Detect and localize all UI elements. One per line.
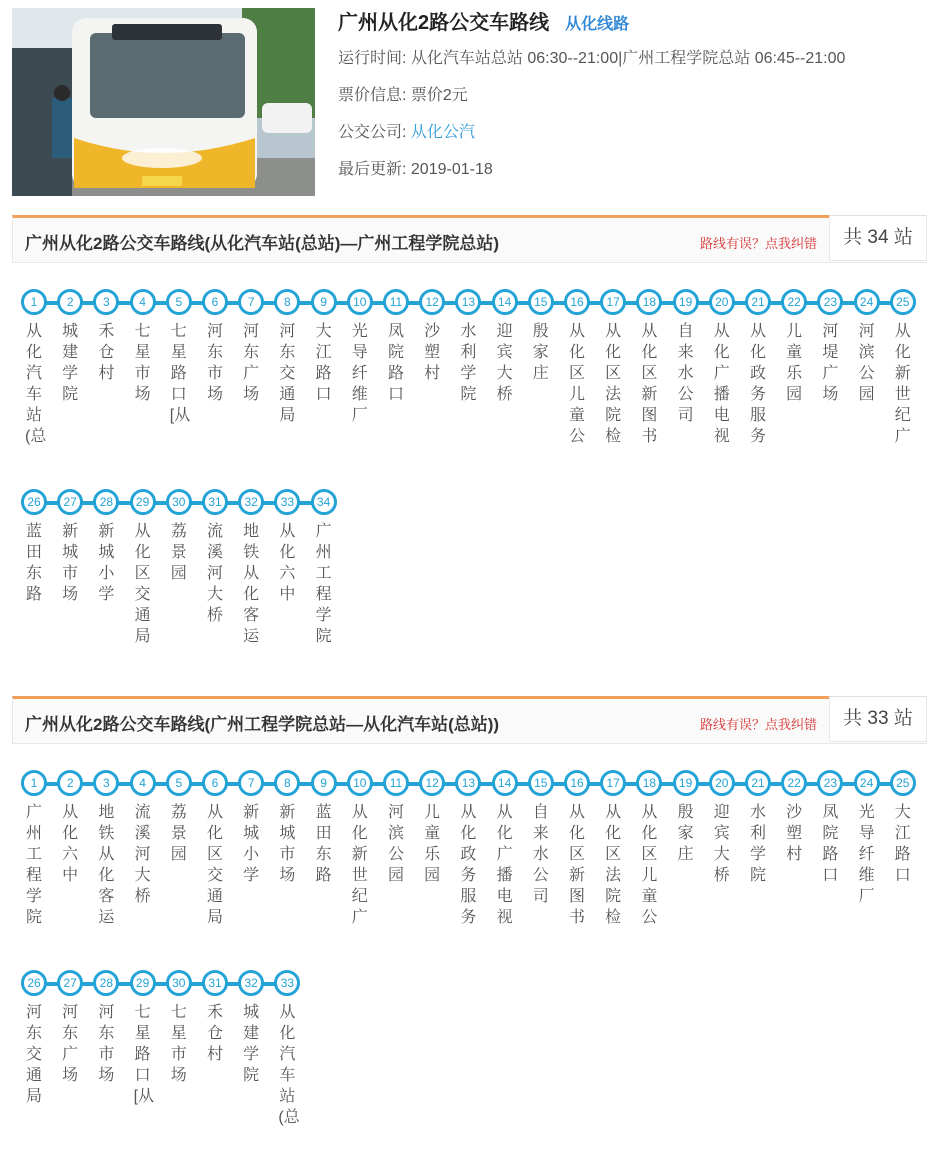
stop-number: 27 bbox=[57, 489, 83, 515]
stop-number: 7 bbox=[238, 770, 264, 796]
stop-item[interactable] bbox=[342, 770, 378, 928]
stop-item[interactable] bbox=[161, 970, 197, 1086]
stop-number: 1 bbox=[21, 289, 47, 315]
stop-number: 5 bbox=[166, 289, 192, 315]
stop-number: 3 bbox=[93, 770, 119, 796]
stop-name: 自来水公司 bbox=[677, 323, 694, 424]
stop-item[interactable] bbox=[233, 970, 269, 1086]
stop-name: 光导纤维厂 bbox=[858, 804, 875, 905]
stop-number: 10 bbox=[347, 289, 373, 315]
stop-name: 七星路口[从 bbox=[169, 323, 191, 424]
stop-number: 11 bbox=[383, 289, 409, 315]
stop-name: 从化区法院检 bbox=[605, 323, 622, 445]
stop-number: 25 bbox=[890, 770, 916, 796]
stop-item[interactable] bbox=[269, 489, 305, 605]
stop-name: 河东交通局 bbox=[279, 323, 296, 424]
stop-name: 从化政务服务 bbox=[460, 804, 477, 926]
updated-label: 最后更新: bbox=[338, 161, 407, 178]
stop-item[interactable] bbox=[523, 289, 559, 384]
stop-name: 从化广播电视 bbox=[713, 323, 730, 445]
stop-number: 18 bbox=[636, 289, 662, 315]
stop-number: 9 bbox=[311, 289, 337, 315]
stop-row bbox=[12, 289, 927, 489]
stop-item[interactable] bbox=[88, 970, 124, 1086]
stop-name: 凤院路口 bbox=[822, 804, 839, 884]
stop-number: 19 bbox=[673, 770, 699, 796]
stop-list bbox=[12, 289, 927, 689]
stop-name: 沙塑村 bbox=[786, 804, 803, 863]
stop-item[interactable] bbox=[559, 289, 595, 447]
stop-item[interactable] bbox=[523, 770, 559, 907]
stop-number: 32 bbox=[238, 970, 264, 996]
stop-item[interactable] bbox=[125, 489, 161, 647]
stop-name: 从化区新图书 bbox=[641, 323, 658, 445]
stop-number: 21 bbox=[745, 770, 771, 796]
route-header bbox=[12, 696, 927, 744]
stop-number: 13 bbox=[455, 289, 481, 315]
stop-number: 8 bbox=[274, 770, 300, 796]
stop-name: 儿童乐园 bbox=[786, 323, 803, 403]
stop-name: 从化汽车站(总 bbox=[278, 1004, 300, 1126]
stop-item[interactable] bbox=[16, 289, 52, 447]
company-link[interactable]: 从化公汽 bbox=[410, 124, 475, 141]
stop-number: 8 bbox=[274, 289, 300, 315]
stop-name: 自来水公司 bbox=[532, 804, 549, 905]
stop-item[interactable] bbox=[197, 489, 233, 626]
stop-item[interactable] bbox=[52, 970, 88, 1086]
stop-number: 25 bbox=[890, 289, 916, 315]
stop-name: 荔景园 bbox=[170, 804, 187, 863]
stop-number: 12 bbox=[419, 770, 445, 796]
stop-item[interactable] bbox=[776, 770, 812, 865]
stop-item[interactable] bbox=[52, 489, 88, 605]
stop-number: 15 bbox=[528, 289, 554, 315]
city-lines-link[interactable]: 从化线路 bbox=[565, 16, 630, 33]
stop-number: 27 bbox=[57, 970, 83, 996]
stop-item[interactable] bbox=[450, 289, 486, 405]
stop-number: 24 bbox=[854, 289, 880, 315]
stop-name: 禾仓村 bbox=[98, 323, 115, 382]
stop-item[interactable] bbox=[487, 289, 523, 405]
stop-item[interactable] bbox=[197, 289, 233, 405]
stop-number: 32 bbox=[238, 489, 264, 515]
stop-name: 七星路口[从 bbox=[133, 1004, 155, 1105]
route-title: 广州从化2路公交车路线(广州工程学院总站—从化汽车站(总站)) bbox=[25, 715, 500, 734]
stop-item[interactable] bbox=[595, 770, 631, 928]
stop-item[interactable] bbox=[631, 770, 667, 928]
updated-row bbox=[338, 151, 938, 188]
stop-item[interactable] bbox=[849, 770, 885, 907]
stop-item[interactable] bbox=[378, 289, 414, 405]
stop-item[interactable] bbox=[306, 770, 342, 886]
stop-item[interactable] bbox=[269, 770, 305, 886]
route-outbound bbox=[12, 215, 927, 689]
stop-name: 从化新世纪广 bbox=[894, 323, 911, 445]
stop-number: 22 bbox=[781, 289, 807, 315]
stop-count: 共 34 站 bbox=[829, 215, 927, 261]
stop-item[interactable] bbox=[487, 770, 523, 928]
stop-number: 31 bbox=[202, 489, 228, 515]
stop-number: 29 bbox=[130, 970, 156, 996]
stop-item[interactable] bbox=[740, 289, 776, 447]
stop-number: 5 bbox=[166, 770, 192, 796]
fare-value: 票价2元 bbox=[410, 87, 468, 104]
stop-item[interactable] bbox=[197, 970, 233, 1065]
route-return bbox=[12, 696, 927, 1170]
stop-item[interactable] bbox=[233, 489, 269, 647]
stop-item[interactable] bbox=[378, 770, 414, 886]
stop-item[interactable] bbox=[16, 970, 52, 1107]
stop-row bbox=[12, 489, 927, 689]
stop-name: 禾仓村 bbox=[206, 1004, 223, 1063]
stop-name: 蓝田东路 bbox=[315, 804, 332, 884]
stop-number: 2 bbox=[57, 289, 83, 315]
stop-number: 14 bbox=[492, 770, 518, 796]
stop-number: 20 bbox=[709, 770, 735, 796]
stop-name: 殷家庄 bbox=[677, 804, 694, 863]
route-title: 广州从化2路公交车路线(从化汽车站(总站)—广州工程学院总站) bbox=[25, 234, 500, 253]
stop-name: 新城市场 bbox=[62, 523, 79, 603]
stop-name: 水利学院 bbox=[749, 804, 766, 884]
stop-item[interactable] bbox=[668, 289, 704, 426]
stop-item[interactable] bbox=[16, 770, 52, 928]
stop-name: 城建学院 bbox=[62, 323, 79, 403]
updated-value: 2019-01-18 bbox=[410, 161, 493, 178]
stop-number: 29 bbox=[130, 489, 156, 515]
stop-name: 河滨公园 bbox=[387, 804, 404, 884]
stop-name: 从化政务服务 bbox=[749, 323, 766, 445]
stop-number: 6 bbox=[202, 289, 228, 315]
stop-item[interactable] bbox=[161, 289, 197, 426]
company-label: 公交公司: bbox=[338, 124, 407, 141]
stop-name: 新城小学 bbox=[98, 523, 115, 603]
stop-number: 2 bbox=[57, 770, 83, 796]
stop-item[interactable] bbox=[450, 770, 486, 928]
stop-number: 16 bbox=[564, 770, 590, 796]
stop-item[interactable] bbox=[704, 289, 740, 447]
stop-name: 儿童乐园 bbox=[424, 804, 441, 884]
stop-number: 21 bbox=[745, 289, 771, 315]
stop-name: 河东广场 bbox=[62, 1004, 79, 1084]
stop-item[interactable] bbox=[704, 770, 740, 886]
stop-name: 流溪河大桥 bbox=[134, 804, 151, 905]
stop-name: 河滨公园 bbox=[858, 323, 875, 403]
company-row bbox=[338, 114, 938, 151]
stop-name: 水利学院 bbox=[460, 323, 477, 403]
stop-number: 18 bbox=[636, 770, 662, 796]
stop-item[interactable] bbox=[812, 770, 848, 886]
stop-number: 9 bbox=[311, 770, 337, 796]
stop-name: 广州工程学院 bbox=[315, 523, 332, 645]
stop-number: 33 bbox=[274, 970, 300, 996]
stop-number: 28 bbox=[93, 489, 119, 515]
stop-name: 凤院路口 bbox=[387, 323, 404, 403]
stop-name: 从化区儿童公 bbox=[641, 804, 658, 926]
stop-number: 30 bbox=[166, 489, 192, 515]
hours-label: 运行时间: bbox=[338, 50, 407, 67]
stop-item[interactable] bbox=[125, 770, 161, 907]
stop-number: 22 bbox=[781, 770, 807, 796]
stop-list bbox=[12, 770, 927, 1170]
stop-item[interactable] bbox=[161, 770, 197, 865]
page-title: 广州从化2路公交车路线 bbox=[338, 12, 550, 34]
stop-number: 19 bbox=[673, 289, 699, 315]
stop-item[interactable] bbox=[740, 770, 776, 886]
stop-number: 4 bbox=[130, 770, 156, 796]
stop-item[interactable] bbox=[885, 289, 921, 447]
stop-name: 殷家庄 bbox=[532, 323, 549, 382]
stop-item[interactable] bbox=[88, 770, 124, 928]
stop-name: 沙塑村 bbox=[424, 323, 441, 382]
stop-name: 从化区交通局 bbox=[206, 804, 223, 926]
hours-value: 从化汽车站总站 06:30--21:00|广州工程学院总站 06:45--21:00 bbox=[410, 50, 846, 67]
title-row bbox=[338, 6, 938, 40]
stop-item[interactable] bbox=[233, 289, 269, 405]
stop-item[interactable] bbox=[88, 289, 124, 384]
stop-number: 14 bbox=[492, 289, 518, 315]
stop-number: 15 bbox=[528, 770, 554, 796]
stop-number: 30 bbox=[166, 970, 192, 996]
stop-item[interactable] bbox=[233, 770, 269, 886]
stop-number: 1 bbox=[21, 770, 47, 796]
stop-number: 13 bbox=[455, 770, 481, 796]
stop-name: 城建学院 bbox=[243, 1004, 260, 1084]
stop-number: 31 bbox=[202, 970, 228, 996]
fare-row bbox=[338, 77, 938, 114]
stop-item[interactable] bbox=[52, 770, 88, 886]
stop-name: 河东广场 bbox=[243, 323, 260, 403]
stop-name: 荔景园 bbox=[170, 523, 187, 582]
stop-number: 16 bbox=[564, 289, 590, 315]
stop-name: 从化广播电视 bbox=[496, 804, 513, 926]
stop-name: 新城市场 bbox=[279, 804, 296, 884]
stop-name: 迎宾大桥 bbox=[713, 804, 730, 884]
stop-item[interactable] bbox=[414, 289, 450, 384]
stop-name: 蓝田东路 bbox=[25, 523, 42, 603]
stop-name: 流溪河大桥 bbox=[206, 523, 223, 624]
stop-name: 新城小学 bbox=[243, 804, 260, 884]
stop-number: 24 bbox=[854, 770, 880, 796]
stop-item[interactable] bbox=[52, 289, 88, 405]
report-error-link[interactable]: 路线有误？点我纠错 bbox=[699, 236, 817, 251]
stop-name: 七星市场 bbox=[134, 323, 151, 403]
stop-item[interactable] bbox=[776, 289, 812, 405]
stop-number: 33 bbox=[274, 489, 300, 515]
stop-name: 从化六中 bbox=[62, 804, 79, 884]
stop-number: 17 bbox=[600, 770, 626, 796]
stop-name: 大江路口 bbox=[315, 323, 332, 403]
bus-image bbox=[12, 8, 315, 196]
stop-row bbox=[12, 970, 927, 1170]
stop-item[interactable] bbox=[885, 770, 921, 886]
stop-count: 共 33 站 bbox=[829, 696, 927, 742]
stop-number: 7 bbox=[238, 289, 264, 315]
stop-item[interactable] bbox=[595, 289, 631, 447]
stop-item[interactable] bbox=[88, 489, 124, 605]
stop-name: 大江路口 bbox=[894, 804, 911, 884]
stop-item[interactable] bbox=[161, 489, 197, 584]
stop-number: 28 bbox=[93, 970, 119, 996]
stop-item[interactable] bbox=[812, 289, 848, 405]
stop-item[interactable] bbox=[559, 770, 595, 928]
stop-name: 从化汽车站(总 bbox=[25, 323, 47, 445]
stop-item[interactable] bbox=[125, 970, 161, 1107]
fare-label: 票价信息: bbox=[338, 87, 407, 104]
stop-number: 20 bbox=[709, 289, 735, 315]
stop-number: 17 bbox=[600, 289, 626, 315]
stop-name: 河堤广场 bbox=[822, 323, 839, 403]
stop-item[interactable] bbox=[197, 770, 233, 928]
stop-name: 从化六中 bbox=[279, 523, 296, 603]
stop-name: 从化区儿童公 bbox=[568, 323, 585, 445]
stop-number: 12 bbox=[419, 289, 445, 315]
stop-number: 3 bbox=[93, 289, 119, 315]
stop-name: 七星市场 bbox=[170, 1004, 187, 1084]
route-header bbox=[12, 215, 927, 263]
stop-name: 地铁从化客运 bbox=[98, 804, 115, 926]
stop-item[interactable] bbox=[125, 289, 161, 405]
stop-name: 迎宾大桥 bbox=[496, 323, 513, 403]
stop-item[interactable] bbox=[306, 289, 342, 405]
stop-row bbox=[12, 770, 927, 970]
stop-item[interactable] bbox=[16, 489, 52, 605]
stop-item[interactable] bbox=[668, 770, 704, 865]
stop-name: 地铁从化客运 bbox=[243, 523, 260, 645]
stop-name: 从化区法院检 bbox=[605, 804, 622, 926]
stop-number: 11 bbox=[383, 770, 409, 796]
stop-item[interactable] bbox=[306, 489, 342, 647]
stop-number: 26 bbox=[21, 970, 47, 996]
stop-name: 河东市场 bbox=[206, 323, 223, 403]
stop-name: 河东交通局 bbox=[25, 1004, 42, 1105]
stop-name: 从化新世纪广 bbox=[351, 804, 368, 926]
stop-name: 广州工程学院 bbox=[25, 804, 42, 926]
stop-number: 10 bbox=[347, 770, 373, 796]
stop-item[interactable] bbox=[342, 289, 378, 426]
stop-number: 23 bbox=[817, 289, 843, 315]
stop-number: 6 bbox=[202, 770, 228, 796]
hours-row bbox=[338, 40, 938, 77]
stop-item[interactable] bbox=[269, 289, 305, 426]
stop-item[interactable] bbox=[414, 770, 450, 886]
stop-item[interactable] bbox=[631, 289, 667, 447]
stop-item[interactable] bbox=[849, 289, 885, 405]
stop-number: 23 bbox=[817, 770, 843, 796]
stop-name: 从化区交通局 bbox=[134, 523, 151, 645]
stop-number: 4 bbox=[130, 289, 156, 315]
stop-item[interactable] bbox=[269, 970, 305, 1128]
stop-number: 34 bbox=[311, 489, 337, 515]
stop-name: 河东市场 bbox=[98, 1004, 115, 1084]
stop-number: 26 bbox=[21, 489, 47, 515]
stop-name: 光导纤维厂 bbox=[351, 323, 368, 424]
route-info bbox=[338, 6, 938, 188]
bus-photo bbox=[12, 8, 315, 196]
report-error-link[interactable]: 路线有误？点我纠错 bbox=[699, 717, 817, 732]
stop-name: 从化区新图书 bbox=[568, 804, 585, 926]
